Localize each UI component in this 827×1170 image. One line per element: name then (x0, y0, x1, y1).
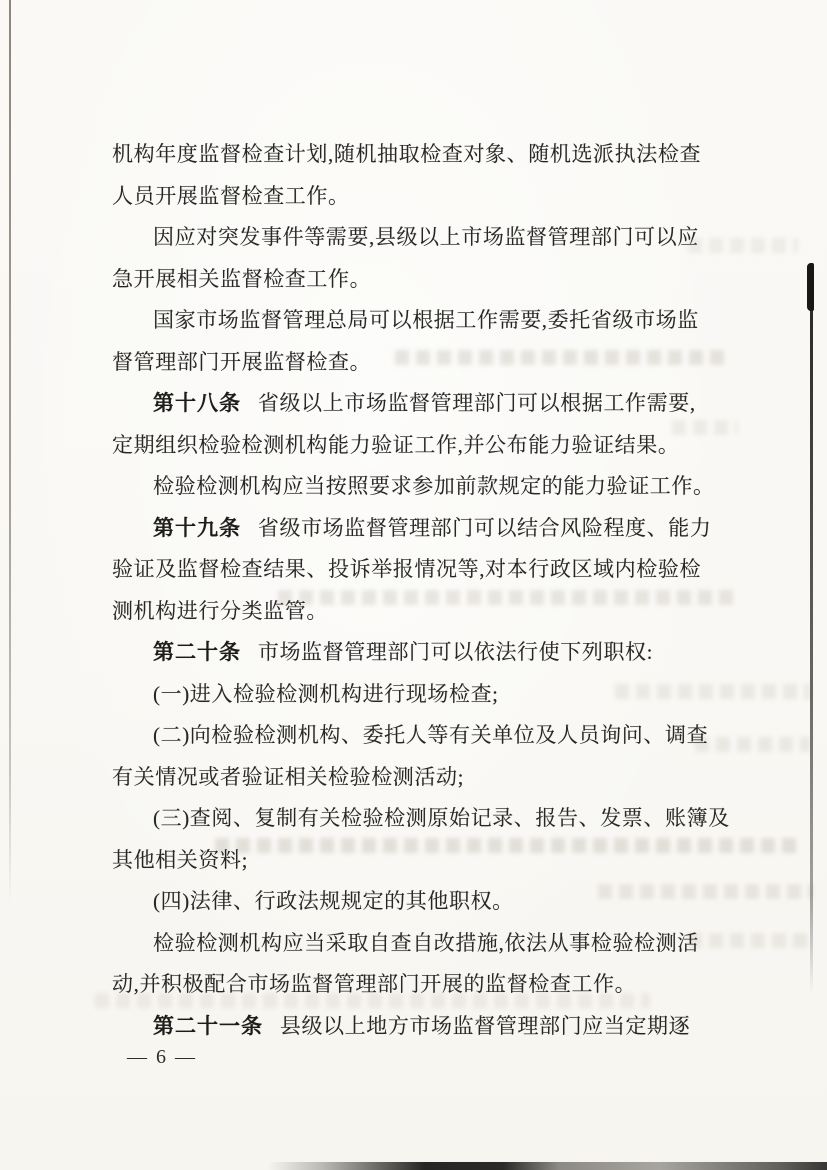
line-text: 检验检测机构应当采取自查自改措施,依法从事检验检测活 (153, 930, 699, 955)
article-number: 第二十一条 (153, 1013, 263, 1038)
text-line (112, 881, 726, 923)
line-text: 督管理部门开展监督检查。 (112, 349, 372, 374)
line-text: 定期组织检验检测机构能力验证工作,并公布能力验证结果。 (112, 432, 680, 457)
text-line (112, 715, 726, 757)
line-text: 验证及监督检查结果、投诉举报情况等,对本行政区域内检验检 (112, 557, 702, 581)
line-text: 国家市场监督管理总局可以根据工作需要,委托省级市场监 (153, 308, 699, 332)
document-text (112, 134, 730, 1047)
text-line (112, 508, 726, 550)
article-number: 第十九条 (153, 515, 241, 540)
line-text: 动,并积极配合市场监督管理部门开展的监督检查工作。 (112, 972, 637, 996)
line-text: (四)法律、行政法规规定的其他职权。 (153, 889, 514, 913)
line-text: (一)进入检验检测机构进行现场检查; (153, 681, 499, 706)
line-text: (三)查阅、复制有关检验检测原始记录、报告、发票、账簿及 (153, 806, 730, 830)
text-line (112, 134, 726, 176)
text-line (112, 591, 726, 633)
text-line (112, 674, 726, 716)
article-number: 第十八条 (153, 391, 241, 415)
line-text: 因应对突发事件等需要,县级以上市场监督管理部门可以应 (153, 225, 699, 249)
line-text: 省级市场监督管理部门可以结合风险程度、能力 (257, 515, 712, 540)
line-text: 有关情况或者验证相关检验检测活动; (112, 764, 465, 789)
text-line (112, 176, 726, 218)
line-text: (二)向检验检测机构、委托人等有关单位及人员询问、调查 (153, 723, 709, 747)
line-text: 急开展相关监督检查工作。 (112, 266, 372, 291)
text-line (112, 964, 726, 1006)
line-text: 检验检测机构应当按照要求参加前款规定的能力验证工作。 (153, 474, 715, 498)
text-line (112, 549, 726, 591)
line-text: 省级以上市场监督管理部门可以根据工作需要, (257, 391, 696, 415)
text-line (112, 300, 726, 342)
text-line (112, 757, 726, 799)
text-line (112, 217, 726, 259)
text-line (112, 342, 726, 384)
scan-left-edge-line (9, 0, 11, 905)
article-number: 第二十条 (153, 640, 241, 664)
text-line (112, 466, 726, 508)
line-text: 市场监督管理部门可以依法行使下列职权: (257, 640, 654, 664)
text-line (112, 632, 726, 674)
text-line (112, 923, 726, 965)
scan-bottom-edge-shadow (268, 1162, 827, 1170)
text-line (112, 798, 730, 840)
text-line (112, 840, 726, 882)
text-line (112, 425, 726, 467)
line-text: 其他相关资料; (112, 847, 249, 872)
text-line (112, 383, 726, 425)
text-line (112, 259, 726, 301)
line-text: 机构年度监督检查计划,随机抽取检查对象、随机选派执法检查 (112, 142, 702, 166)
text-line (112, 1006, 726, 1048)
line-text: 县级以上地方市场监督管理部门应当定期逐 (279, 1013, 691, 1038)
line-text: 测机构进行分类监管。 (112, 598, 328, 623)
line-text: 人员开展监督检查工作。 (112, 183, 350, 208)
page-number: — 6 — (127, 1046, 197, 1068)
